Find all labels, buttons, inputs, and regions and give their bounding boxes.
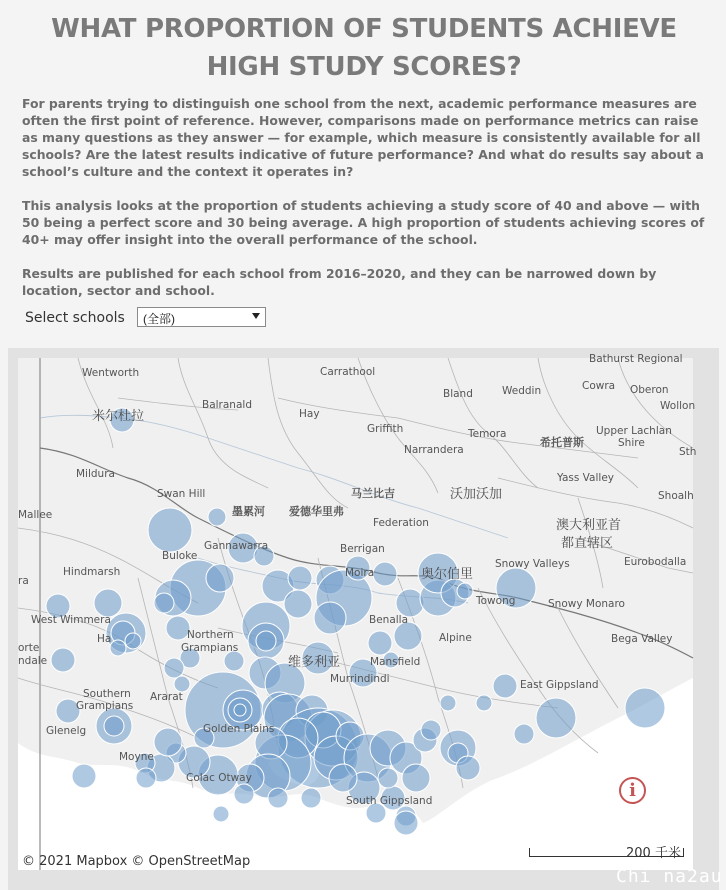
school-bubble[interactable] (284, 590, 312, 618)
place-label: East Gippsland (520, 679, 599, 691)
place-label: 墨累河 (232, 505, 265, 518)
place-label: Grampians (181, 642, 239, 654)
school-bubble[interactable] (154, 593, 174, 613)
place-label: 维多利亚 (288, 655, 341, 670)
place-label: Bland (443, 388, 473, 400)
school-bubble[interactable] (148, 508, 192, 552)
school-bubble[interactable] (213, 806, 229, 822)
school-bubble[interactable] (174, 676, 190, 692)
place-label: Mansfield (370, 656, 421, 668)
place-label: Temora (468, 428, 507, 440)
place-label: Cowra (582, 380, 616, 392)
place-label: Benalla (369, 614, 409, 626)
place-label: Narrandera (404, 444, 464, 456)
school-bubble[interactable] (536, 698, 576, 738)
place-label: Oberon (630, 384, 669, 396)
place-label: Bathurst Regional (589, 353, 683, 365)
place-label: Shoalh (658, 490, 694, 502)
place-label: Towong (476, 595, 516, 607)
info-icon[interactable]: i (619, 777, 646, 804)
place-label: Griffith (367, 423, 404, 435)
place-label: Yass Valley (557, 472, 614, 484)
place-label: Moira (345, 567, 375, 579)
place-label: Mallee (18, 509, 53, 521)
place-label: Hay (299, 408, 320, 420)
intro-text (22, 95, 712, 298)
place-label: ndale (18, 655, 48, 667)
place-label: Bega Valley (611, 633, 673, 645)
intro-paragraph-3: Results are published for each school from 2016–2020, and they can be narrowed down by location, sector and school. (22, 266, 657, 298)
school-bubble[interactable] (421, 720, 441, 740)
school-bubble[interactable] (256, 631, 276, 651)
school-bubble[interactable] (402, 764, 430, 792)
school-bubble[interactable] (51, 648, 75, 672)
school-bubble[interactable] (136, 768, 156, 788)
school-bubble[interactable] (457, 583, 473, 599)
place-label: Sth (679, 446, 697, 458)
place-label: Moyne (119, 751, 154, 763)
school-bubble[interactable] (206, 564, 234, 592)
place-label: Golden Plains (203, 723, 275, 735)
school-bubble[interactable] (288, 566, 312, 590)
place-label: 米尔杜拉 (92, 409, 145, 424)
school-bubble[interactable] (625, 688, 665, 728)
school-bubble[interactable] (234, 784, 254, 804)
school-bubble[interactable] (476, 695, 492, 711)
place-label: Snowy Monaro (548, 598, 625, 610)
school-bubble[interactable] (154, 728, 182, 756)
school-bubble[interactable] (208, 508, 226, 526)
page-title: WHAT PROPORTION OF STUDENTS ACHIEVE HIGH STUDY SCORES? (51, 14, 677, 82)
place-label: Snowy Valleys (495, 558, 570, 570)
intro-paragraph-2: This analysis looks at the proportion of students achieving a study score of 40 and above — with 50 being a perfect score and 30 being average. A high proportion of students achieving scores of 40+ may offer insight into the overall performance of the school. (22, 198, 705, 247)
watermark: Chi na2au (616, 866, 723, 887)
map-view[interactable] (18, 353, 697, 870)
place-label: Ha (97, 633, 112, 645)
school-bubble[interactable] (329, 764, 357, 792)
place-label: Grampians (76, 700, 134, 712)
place-label: Weddin (502, 385, 542, 397)
school-bubble[interactable] (110, 640, 126, 656)
place-label: Colac Otway (186, 772, 252, 784)
place-label: Glenelg (46, 725, 87, 737)
place-label: South Gippsland (346, 795, 433, 807)
school-bubble[interactable] (456, 756, 480, 780)
place-label: 奥尔伯里 (421, 567, 474, 582)
place-label: 爱德华里弗 (289, 505, 344, 518)
school-bubble[interactable] (514, 724, 534, 744)
place-label: Swan Hill (157, 488, 206, 500)
school-bubble[interactable] (394, 622, 422, 650)
place-label: Alpine (439, 632, 472, 644)
school-bubble[interactable] (373, 562, 397, 586)
place-label: Carrathool (320, 366, 376, 378)
place-label: Murrindindi (330, 673, 390, 685)
intro-paragraph-1: For parents trying to distinguish one school from the next, academic performance measures are often the first point of reference. However, comparisons made on performance metrics can raise as many questions as they answer — for example, which measure is consistently available for all schools? Are the latest results indicative of future performance? And what do results say about a school’s culture and the context it operates in? (22, 96, 704, 179)
map-scale-label: 200 千米 (626, 846, 681, 861)
school-filter-value: (全部) (143, 312, 175, 326)
school-bubble[interactable] (224, 651, 244, 671)
place-label: Shire (618, 437, 645, 449)
school-bubble[interactable] (164, 658, 184, 678)
place-label: 马兰比吉 (351, 487, 395, 500)
school-bubble[interactable] (394, 811, 418, 835)
school-bubble[interactable] (234, 704, 246, 716)
place-label: Berrigan (340, 543, 385, 555)
place-label: Hindmarsh (63, 566, 121, 578)
place-label: Upper Lachlan (596, 425, 672, 437)
place-label: ra (18, 575, 29, 587)
place-label: Northern (187, 629, 234, 641)
map-attribution[interactable]: © 2021 Mapbox © OpenStreetMap (22, 854, 251, 869)
place-label: Buloke (162, 550, 198, 562)
school-bubble[interactable] (104, 716, 124, 736)
school-bubble[interactable] (72, 764, 96, 788)
place-label: Balranald (202, 399, 252, 411)
place-label: Gannawarra (204, 540, 269, 552)
place-label: Southern (83, 688, 131, 700)
school-filter-dropdown[interactable] (137, 307, 266, 327)
place-label: Wollon (660, 400, 696, 412)
school-bubble[interactable] (493, 674, 517, 698)
place-label: Mildura (76, 468, 115, 480)
school-bubble[interactable] (301, 788, 321, 808)
school-bubble[interactable] (125, 633, 141, 649)
place-label: West Wimmera (31, 614, 111, 626)
school-bubble[interactable] (396, 589, 424, 617)
school-filter-label: Select schools (25, 310, 125, 326)
place-label: Federation (373, 517, 429, 529)
place-label: 沃加沃加 (450, 487, 503, 502)
map-canvas (18, 358, 696, 870)
school-bubble[interactable] (268, 788, 288, 808)
place-label: 希托普斯 (540, 436, 584, 449)
place-label: Ararat (150, 691, 183, 703)
school-bubble[interactable] (378, 768, 398, 788)
place-label: Eurobodalla (624, 556, 687, 568)
place-label: Wentworth (82, 367, 140, 379)
school-bubble[interactable] (440, 695, 456, 711)
school-bubble[interactable] (314, 602, 346, 634)
chevron-down-icon (252, 313, 260, 319)
school-bubble[interactable] (94, 589, 122, 617)
place-label: orte (18, 642, 40, 654)
place-label: 都直辖区 (561, 536, 614, 551)
place-label: 澳大利亚首 (556, 518, 622, 533)
school-bubble[interactable] (368, 631, 392, 655)
